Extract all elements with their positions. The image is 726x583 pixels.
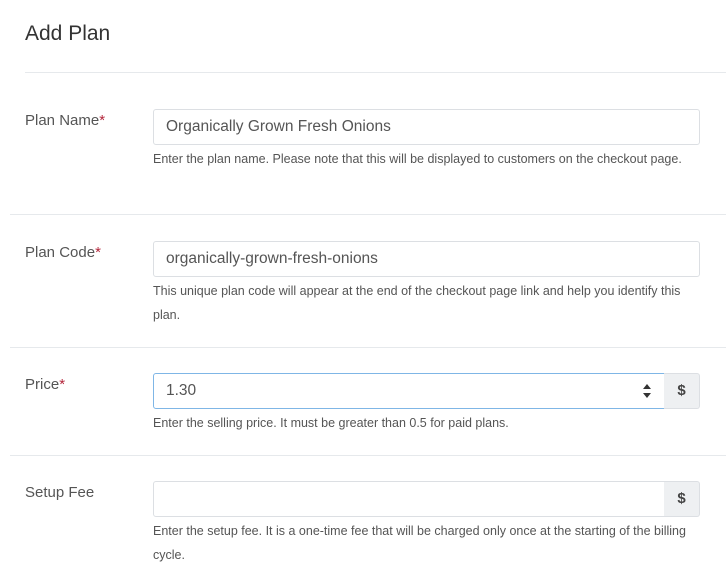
spinner-down-icon[interactable] xyxy=(643,393,651,398)
divider xyxy=(10,214,726,215)
price-currency-addon: $ xyxy=(664,373,700,409)
setup-fee-help: Enter the setup fee. It is a one-time fee that will be charged only once at the starting of the billing cycle. xyxy=(153,524,686,562)
plan-code-label xyxy=(25,244,101,261)
required-marker: * xyxy=(95,244,101,261)
plan-name-label-text: Plan Name xyxy=(25,112,100,129)
plan-name-input[interactable]: Organically Grown Fresh Onions xyxy=(153,109,700,145)
number-spinner-icon[interactable] xyxy=(642,383,652,399)
required-marker: * xyxy=(99,112,106,129)
setup-fee-input[interactable] xyxy=(153,481,665,517)
plan-name-help: Enter the plan name. Please note that this will be displayed to customers on the checkout page. xyxy=(153,152,682,166)
price-input[interactable] xyxy=(153,373,665,409)
required-marker: * xyxy=(59,376,66,393)
setup-fee-currency-addon: $ xyxy=(664,481,700,517)
price-label-text: Price xyxy=(25,376,60,393)
page-title: Add Plan xyxy=(25,22,111,45)
price-help: Enter the selling price. It must be greater than 0.5 for paid plans. xyxy=(153,416,509,430)
divider xyxy=(10,347,726,348)
divider xyxy=(25,72,726,73)
plan-code-input[interactable]: organically-grown-fresh-onions xyxy=(153,241,700,277)
plan-name-label xyxy=(25,112,105,129)
divider xyxy=(10,455,726,456)
plan-code-help: This unique plan code will appear at the end of the checkout page link and help you identify this plan. xyxy=(153,284,681,322)
setup-fee-label: Setup Fee xyxy=(25,484,95,501)
price-label xyxy=(25,376,65,393)
plan-code-label-text: Plan Code xyxy=(25,244,96,261)
spinner-up-icon[interactable] xyxy=(643,384,651,389)
price-value: 1.30 xyxy=(166,382,197,399)
